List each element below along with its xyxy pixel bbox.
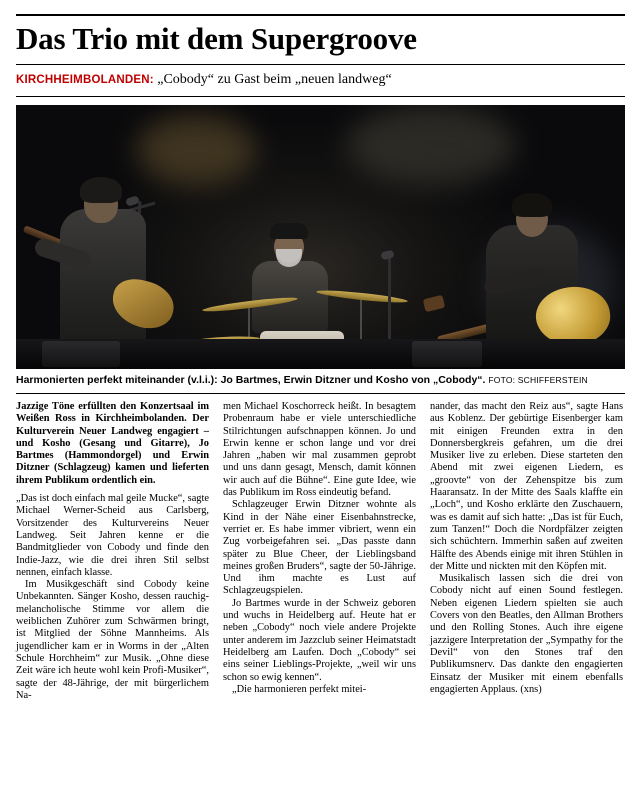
paragraph: „Das ist doch einfach mal geile Mucke“, sagte Michael Werner-Scheid aus Carlsberg, Vorsitzender des Kulturvereins Neuer Landweg. Seit Jahren kenne er die Bandmitglieder von Cobody und finde den Indie-Jazz, wie die drei ihren Stil selbst nennen, einfach klasse. (16, 493, 209, 578)
caption-divider (16, 393, 625, 394)
article-lead: Jazzige Töne erfüllten den Konzertsaal im Weißen Ross in Kirchheimbolanden. Der Kulturverein Neuer Landweg engagiert – und Kosho (Gesang und Gitarre), Jo Bartmes (Hammondorgel) und Erwin Ditzner (Schlagzeug) kamen und lieferten ihrem Publikum ordentlich ein. (16, 401, 209, 486)
musician-right-hair (512, 193, 552, 217)
paragraph: Im Musikgeschäft sind Cobody keine Unbekannten. Sänger Kosho, dessen rauchig-melancholische Stimme vor allem die weiblichen Zuhörer zum Schwärmen bringt, ist Mitglied der Söhne Mannheims. Als jugendlicher kam er in Worms in der „Alten Schule Horchheim“ zur Musik. „Ohne diese Zeit wäre ich heute wohl kein Profi-Musiker“, sagte der 48-Jährige, der mit bürgerlichem Na- (16, 579, 209, 701)
drummer-cap (270, 223, 308, 239)
kicker-location: KIRCHHEIMBOLANDEN: (16, 74, 154, 86)
paragraph: nander, das macht den Reiz aus“, sagte Hans aus Koblenz. Der gebürtige Eisenberger kam mit einigen Freunden extra in den Donnersbergkreis gefahren, um die drei Musiker live zu erleben. Diese starteten den Abend mit zwei eigenen Liedern, es „groovte“ von der Zehenspitze bis zum Haaransatz. In der Mitte des Saals klaffte ein „Loch“, und Kosho erklärte den Zuschauern, was es damit auf sich hatte: „Das ist für Euch, zum Tanzen!“ Doch die Nordpfälzer zeigten sich schüchtern. Immerhin saßen auf zweiten Hälfte des Abends einige mit ihren Stühlen in der Mitte und nickten mit den Köpfen mit. (430, 401, 623, 572)
stage-monitor-left (42, 341, 120, 367)
kicker-text: „Cobody“ zu Gast beim „neuen landweg“ (157, 72, 392, 87)
photo-caption (16, 374, 625, 387)
photo-credit: FOTO: SCHIFFERSTEIN (488, 375, 588, 385)
kicker (16, 72, 625, 88)
article-column-2 (223, 401, 416, 702)
article-column-3 (430, 401, 623, 702)
stage-light-left (136, 115, 256, 185)
paragraph: Jo Bartmes wurde in der Schweiz geboren und wuchs in Heidelberg auf. Heute hat er neben „Cobody“ noch viele andere Projekte unter anderem im Jazzclub seiner Heimatstadt Heidelberg am Laufen. Doch „Cobody“ sei eins seiner Lieblings-Projekte, „weil wir uns schon so ewig kennen“. (223, 597, 416, 683)
article-columns (16, 401, 625, 702)
article-photo (16, 105, 625, 369)
paragraph: „Die harmonieren perfekt mitei- (232, 683, 367, 695)
headline-divider (16, 64, 625, 65)
paragraph: Schlagzeuger Erwin Ditzner wohnte als Kind in der Nähe einer Eisenbahnstrecke, verriet er. Es habe immer vibriert, wenn ein Zug vorbeigefahren sei. „Das passte dann später zu Blue Cheer, der Lieblingsband meines großen Bruders“, sagte der 50-Jährige. Und ihm machte es Lust auf Schlagzeugspielen. (223, 499, 416, 597)
paragraph: men Michael Koschorreck heißt. In besagtem Probenraum habe er viele unterschiedliche Stilrichtungen aufschnappen können. Jo und Erwin kenne er schon lange und vor drei Jahren „haben wir mal zusammen geprobt und uns dann gesagt, Mensch, damit können wir auch auf die Bühne“. Eine gute Idee, wie das Publikum im Ross eindeutig befand. (223, 401, 416, 499)
stage-light-center (346, 105, 516, 185)
photo-caption-text: Harmonierten perfekt miteinander (v.l.i.): Jo Bartmes, Erwin Ditzner und Kosho von „Cobody“. (16, 374, 486, 386)
page-title: Das Trio mit dem Supergroove (16, 21, 417, 56)
stage-monitor-right (412, 341, 482, 367)
kicker-divider (16, 96, 625, 97)
musician-left-hair (80, 177, 122, 203)
paragraph: Musikalisch lassen sich die drei von Cobody nicht auf einen Sound festlegen. Neben eigenen Liedern spielten sie auch Covers von den Beatles, den Allman Brothers und den Rolling Stones. Auch ihre eigene jazzigere Interpretation der „Sympathy for the Devil“ von den Stones traf den Publikumsnerv. Das dankte den engagierten Einsatz der Musiker mit einem ebenfalls engagierten Applaus. (xns) (430, 573, 623, 695)
article-column-1 (16, 401, 209, 702)
top-divider (16, 14, 625, 16)
